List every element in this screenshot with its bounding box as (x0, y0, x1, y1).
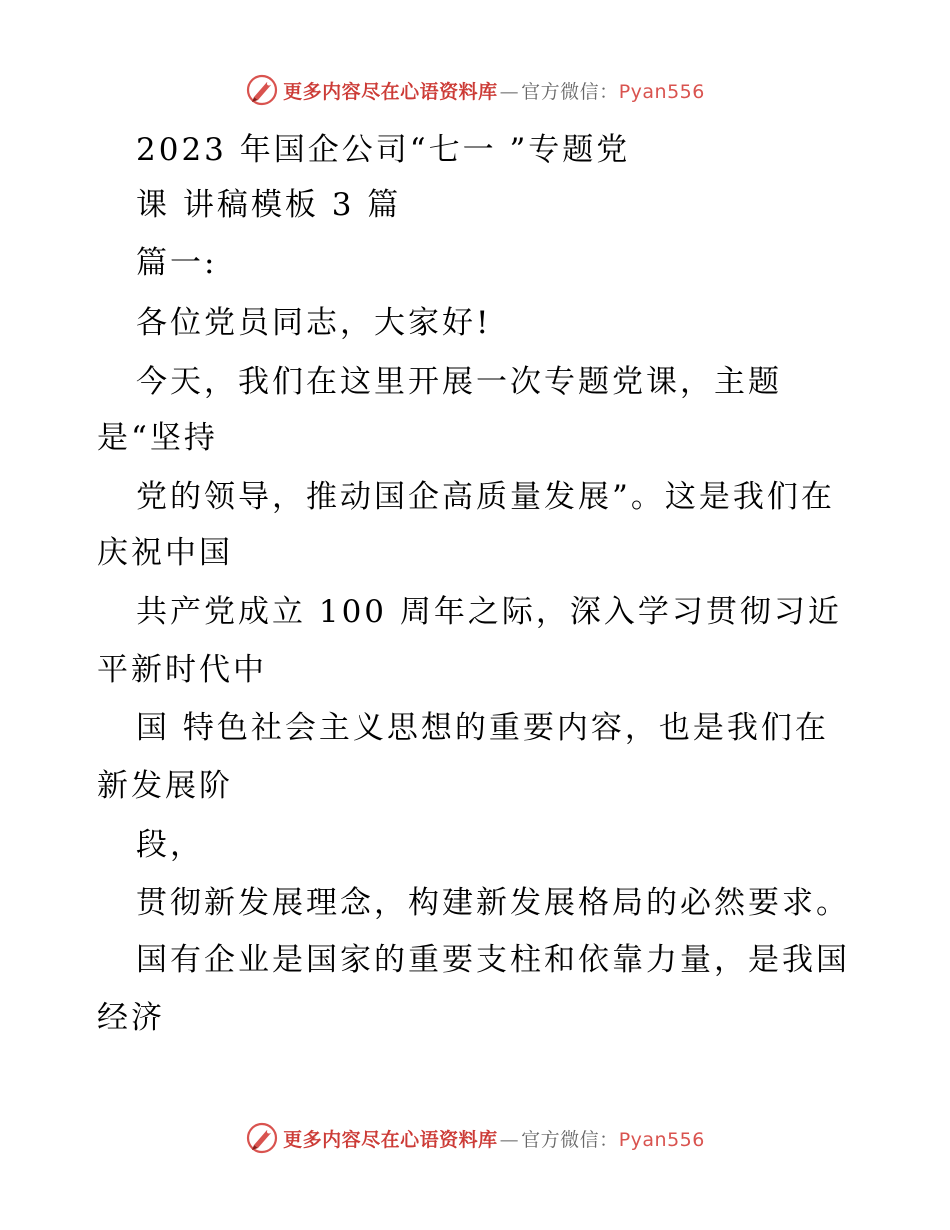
section-heading: 篇一: (136, 245, 218, 281)
title-line-2: 课 讲稿模板 3 篇 (136, 187, 402, 223)
header-watermark (0, 70, 950, 110)
header-brand: 更多内容尽在心语资料库 (283, 80, 498, 103)
pen-logo-icon (245, 73, 279, 107)
footer-wechat-id: Pyan556 (618, 1128, 705, 1151)
header-wechat-id: Pyan556 (618, 80, 705, 103)
paragraph-line: 是“坚持 (97, 420, 218, 456)
paragraph-line: 国 特色社会主义思想的重要内容，也是我们在 (136, 710, 829, 746)
paragraph-line: 平新时代中 (97, 652, 267, 688)
pen-logo-icon (245, 1121, 279, 1155)
paragraph-line: 新发展阶 (97, 768, 233, 804)
paragraph-line: 共产党成立 100 周年之际，深入学习贯彻习近 (136, 594, 842, 630)
greeting-line: 各位党员同志，大家好! (136, 305, 492, 341)
paragraph-line: 庆祝中国 (97, 535, 233, 571)
header-separator: — (499, 80, 520, 103)
paragraph-line: 国有企业是国家的重要支柱和依靠力量，是我国 (136, 942, 850, 978)
footer-brand: 更多内容尽在心语资料库 (283, 1128, 498, 1151)
header-watermark-text (283, 77, 705, 104)
footer-watermark-text (283, 1125, 705, 1152)
paragraph-line: 今天，我们在这里开展一次专题党课，主题 (136, 364, 782, 400)
footer-watermark (0, 1118, 950, 1158)
footer-separator: — (499, 1128, 520, 1151)
header-wechat-label: 官方微信： (521, 80, 619, 103)
paragraph-line: 贯彻新发展理念，构建新发展格局的必然要求。 (136, 885, 850, 921)
paragraph-line: 经济 (97, 1000, 165, 1036)
paragraph-line: 党的领导，推动国企高质量发展”。这是我们在 (136, 479, 835, 515)
paragraph-line: 段， (136, 827, 204, 863)
footer-wechat-label: 官方微信： (521, 1128, 619, 1151)
title-line-1: 2023 年国企公司“七一 ”专题党 (136, 132, 631, 168)
